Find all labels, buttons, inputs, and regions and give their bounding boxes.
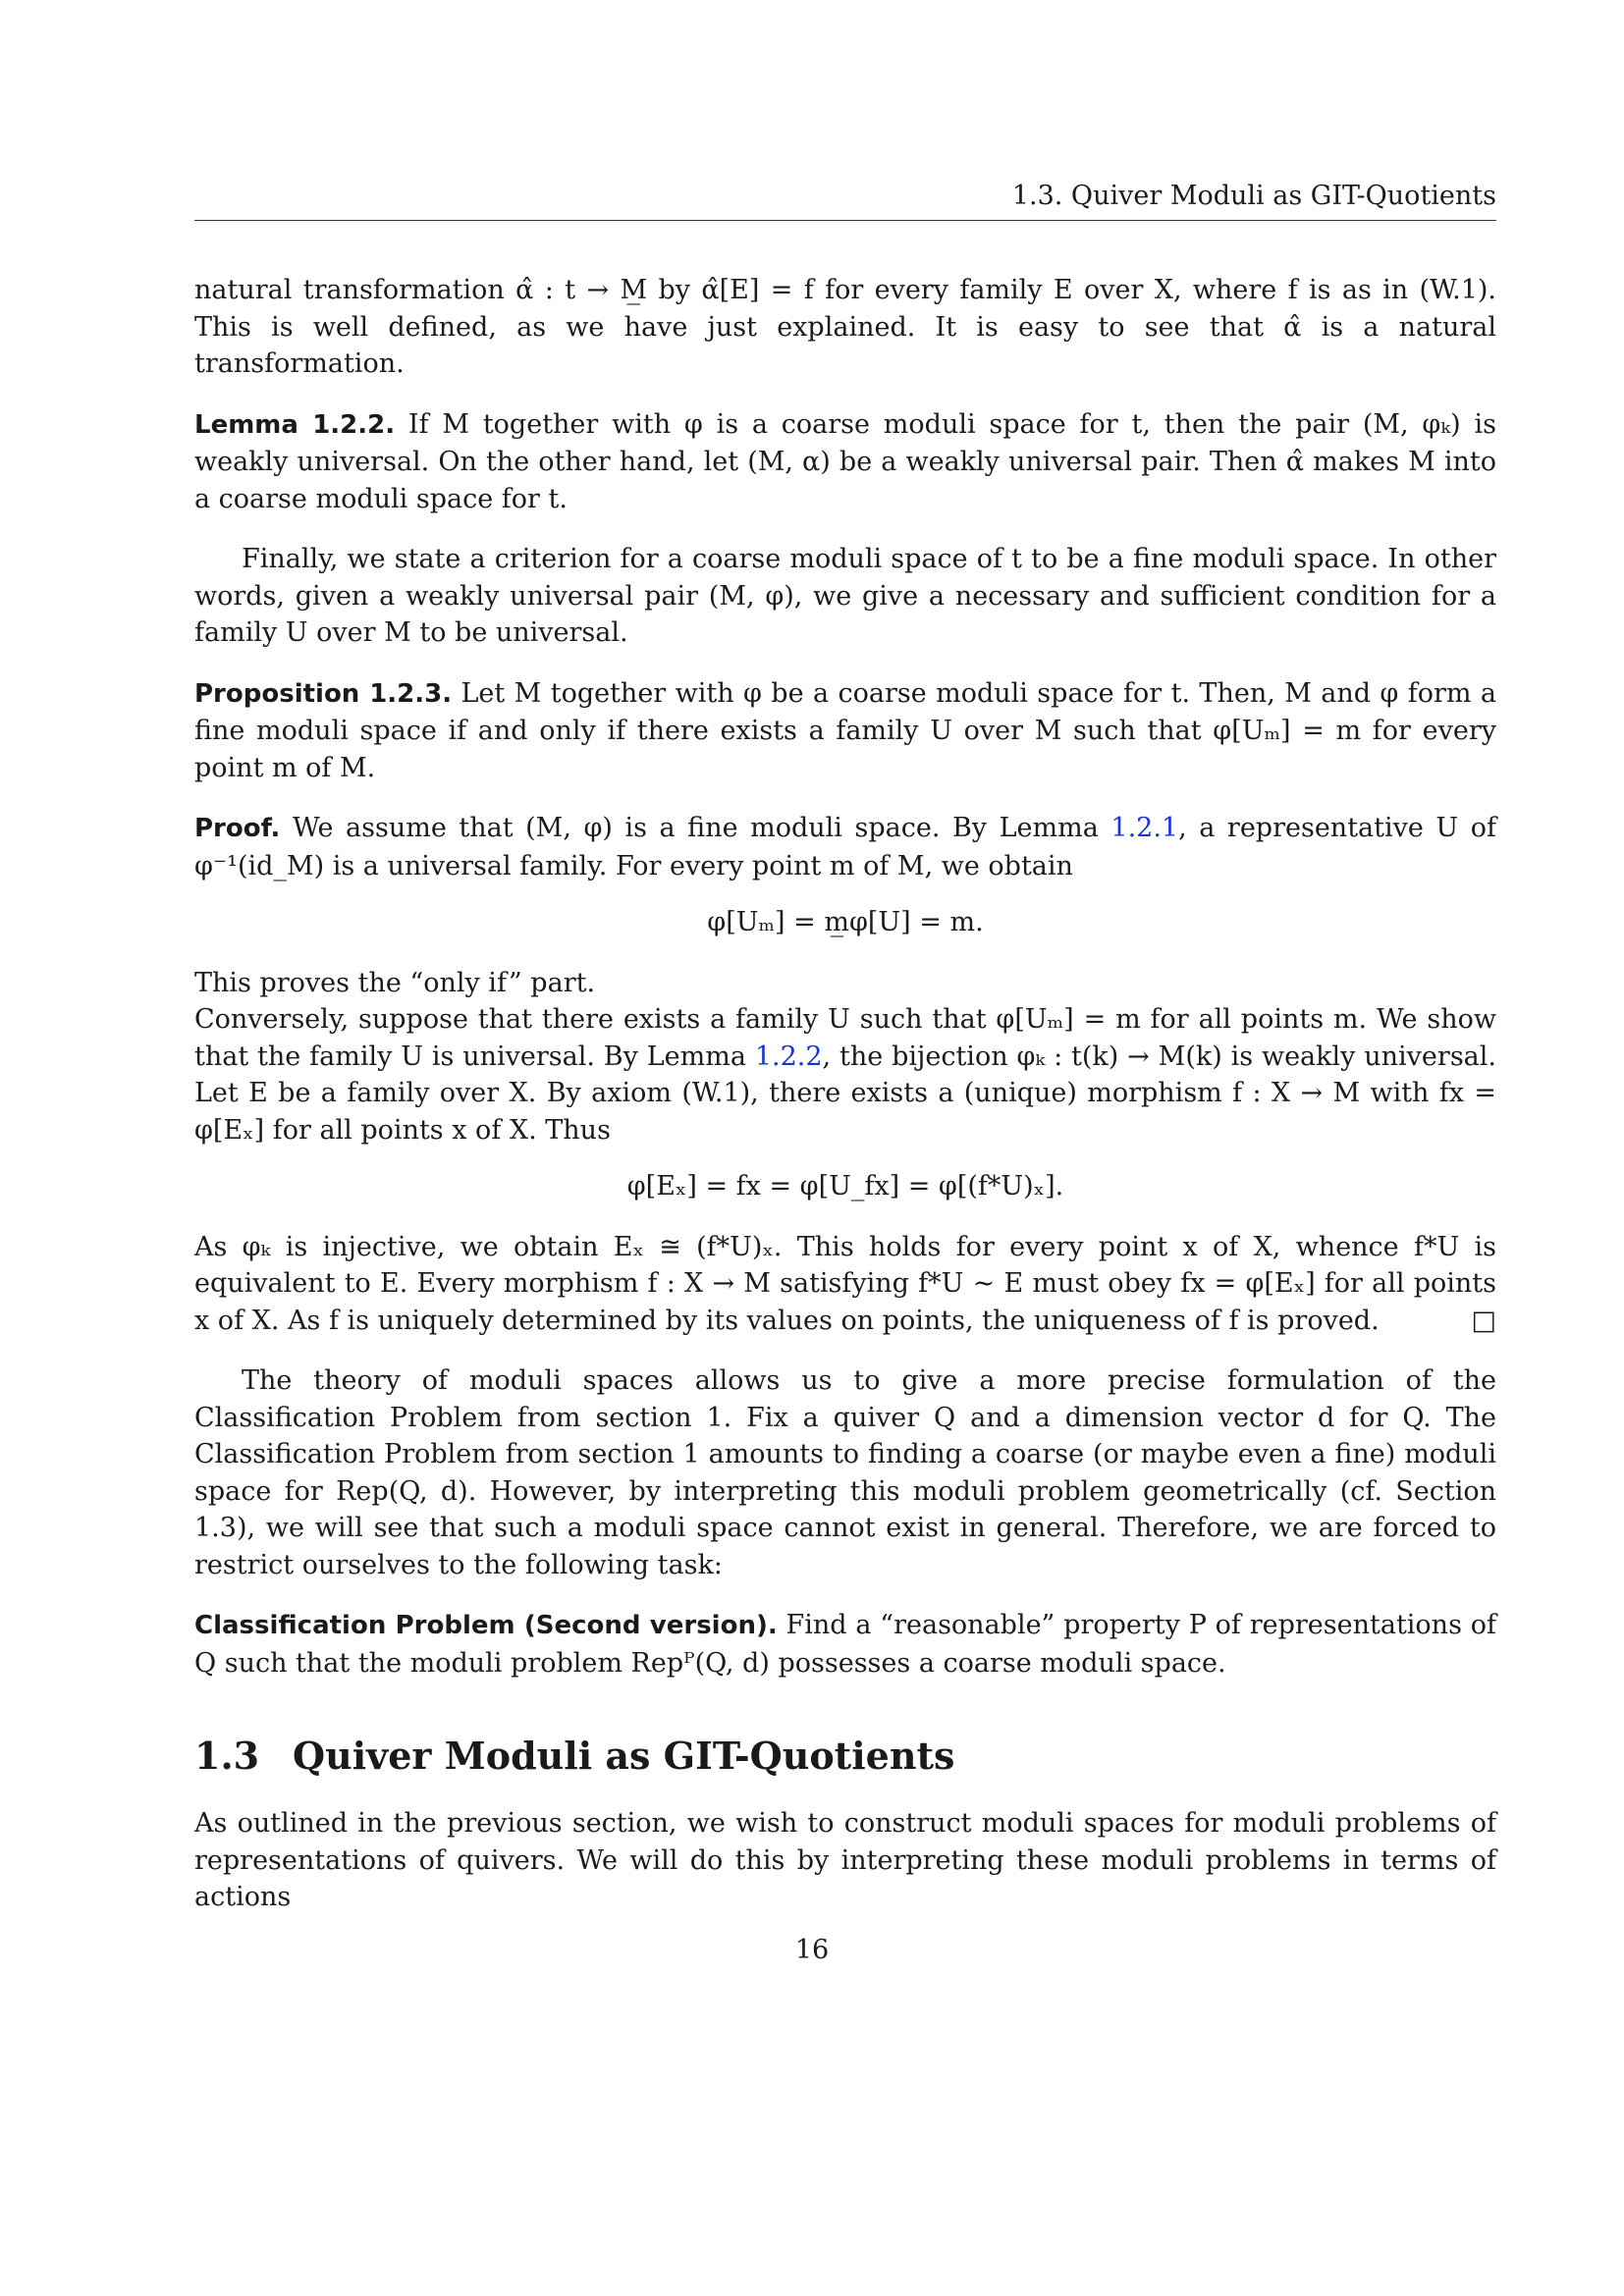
equation-1: φ[Uₘ] = m̲φ[U] = m. (707, 907, 984, 937)
proof-text-d: , the bijection φₖ : t(k) → M(k) is weakly universal. Let E be a family over X. By axiom (W.1), there exists a (unique) morphism f : X → M with fx = φ[Eₓ] for all points x of X. Thus (194, 1041, 1496, 1146)
intro-paragraph: natural transformation α̂ : t → M̲ by α̂[E] = f for every family E over X, where f is as in (W.1). This is well defined, as we have just explained. It is easy to see that α̂ is a natural transformation. (194, 275, 1496, 379)
proof-end (194, 1229, 1496, 1340)
lemma-label: Lemma 1.2.2. (194, 409, 396, 440)
proof-text-c: Conversely, suppose that there exists a family U such that φ[Uₘ] = m for all points m. We show that the family U is universal. By Lemma (194, 1004, 1496, 1072)
only-if-line: This proves the “only if” part. (194, 967, 596, 998)
finally-paragraph: Finally, we state a criterion for a coarse moduli space of t to be a fine moduli space. In other words, given a weakly universal pair (M, φ), we give a necessary and sufficient condition for a family U over M to be universal. (194, 544, 1496, 648)
proposition-1-2-3 (194, 675, 1496, 787)
page-number: 16 (794, 1935, 830, 1965)
lemma-text: If M together with φ is a coarse moduli space for t, then the pair (M, φₖ) is weakly universal. On the other hand, let (M, α) be a weakly universal pair. Then α̂ makes M into a coarse moduli space for t. (194, 408, 1496, 514)
section-paragraph: As outlined in the previous section, we wish to construct moduli spaces for moduli problems of representations of quivers. We will do this by interpreting these moduli problems in terms of actions (194, 1808, 1496, 1912)
lemma-1-2-2 (194, 406, 1496, 518)
qed-symbol: □ (1471, 1305, 1496, 1336)
equation-2: φ[Eₓ] = fx = φ[U_fx] = φ[(f*U)ₓ]. (626, 1171, 1064, 1201)
proof-converse (194, 1001, 1496, 1148)
section-heading (194, 1733, 1496, 1780)
proposition-label: Proposition 1.2.3. (194, 678, 453, 709)
proof-label: Proof. (194, 814, 281, 843)
classification-text: Find a “reasonable” property P of representations of Q such that the moduli problem Repᴾ(Q, d) possesses a coarse moduli space. (194, 1610, 1496, 1679)
section-number: 1.3 (194, 1734, 260, 1778)
proof-paragraph (194, 810, 1496, 884)
ref-lemma-1-2-2[interactable]: 1.2.2 (754, 1041, 823, 1072)
proof-text-b: , a representative U of φ⁻¹(id_M) is a universal family. For every point m of M, we obtain (194, 813, 1496, 881)
section-title: Quiver Moduli as GIT-Quotients (293, 1734, 955, 1778)
page-body (194, 272, 1496, 1916)
classification-problem (194, 1607, 1496, 1682)
ref-lemma-1-2-1[interactable]: 1.2.1 (1110, 813, 1179, 843)
proposition-text: Let M together with φ be a coarse moduli space for t. Then, M and φ form a fine moduli space if and only if there exists a family U over M such that φ[Uₘ] = m for every point m of M. (194, 677, 1496, 783)
theory-paragraph: The theory of moduli spaces allows us to give a more precise formulation of the Classification Problem from section 1. Fix a quiver Q and a dimension vector d for Q. The Classification Problem from section 1 amounts to finding a coarse (or maybe even a fine) moduli space for Rep(Q, d). However, by interpreting this moduli problem geometrically (cf. Section 1.3), we will see that such a moduli space cannot exist in general. Therefore, we are forced to restrict ourselves to the following task: (194, 1365, 1496, 1580)
running-header: 1.3. Quiver Moduli as GIT-Quotients (194, 177, 1496, 221)
proof-text-a: We assume that (M, φ) is a fine moduli space. By Lemma (292, 813, 1111, 843)
classification-label: Classification Problem (Second version). (194, 1611, 778, 1640)
proof-text-e: As φₖ is injective, we obtain Eₓ ≅ (f*U)ₓ. This holds for every point x of X, whence f*U is equivalent to E. Every morphism f : X → M satisfying f*U ∼ E must obey fx = φ[Eₓ] for all points x of X. As f is uniquely determined by its values on points, the uniqueness of f is proved. (194, 1231, 1496, 1336)
